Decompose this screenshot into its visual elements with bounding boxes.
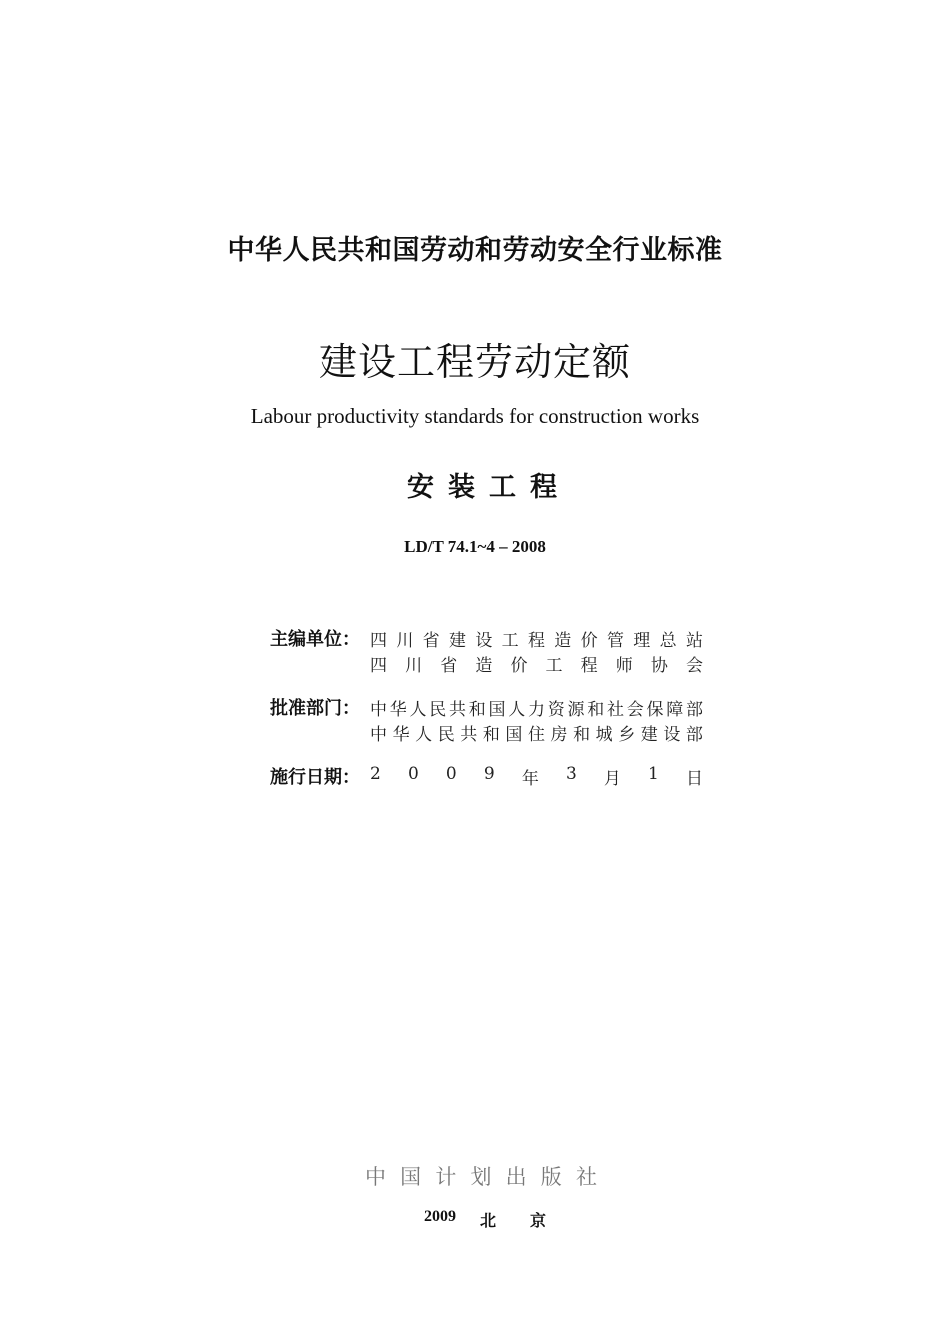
approver-line-2: 中 华 人 民 共 和 国 住 房 和 城 乡 建 设 部 [370,725,703,745]
effective-date: 2 0 0 9 年 3 月 1 日 [370,764,703,789]
series-title: 中华人民共和国劳动和劳动安全行业标准 [227,235,723,266]
english-title: Labour productivity standards for construction works [250,404,700,428]
approver-label: 批准部门： [270,698,360,719]
part-title: 安装工程 [407,472,571,503]
publication-year: 2009 [424,1208,456,1225]
publication-city: 北 京 [480,1211,546,1230]
publisher-name: 中 国 计 划 出 版 社 [365,1165,597,1189]
approver-line-1: 中 华 人 民 共 和 国 人 力 资 源 和 社 会 保 障 部 [370,700,703,720]
editor-line-1: 四 川 省 建 设 工 程 造 价 管 理 总 站 [370,631,703,651]
editor-label: 主编单位： [270,629,360,650]
main-title: 建设工程劳动定额 [318,340,631,384]
editor-line-2: 四 川 省 造 价 工 程 师 协 会 [370,656,703,676]
standard-code: LD/T 74.1~4 – 2008 [404,537,546,556]
effective-date-label: 施行日期： [270,767,360,788]
